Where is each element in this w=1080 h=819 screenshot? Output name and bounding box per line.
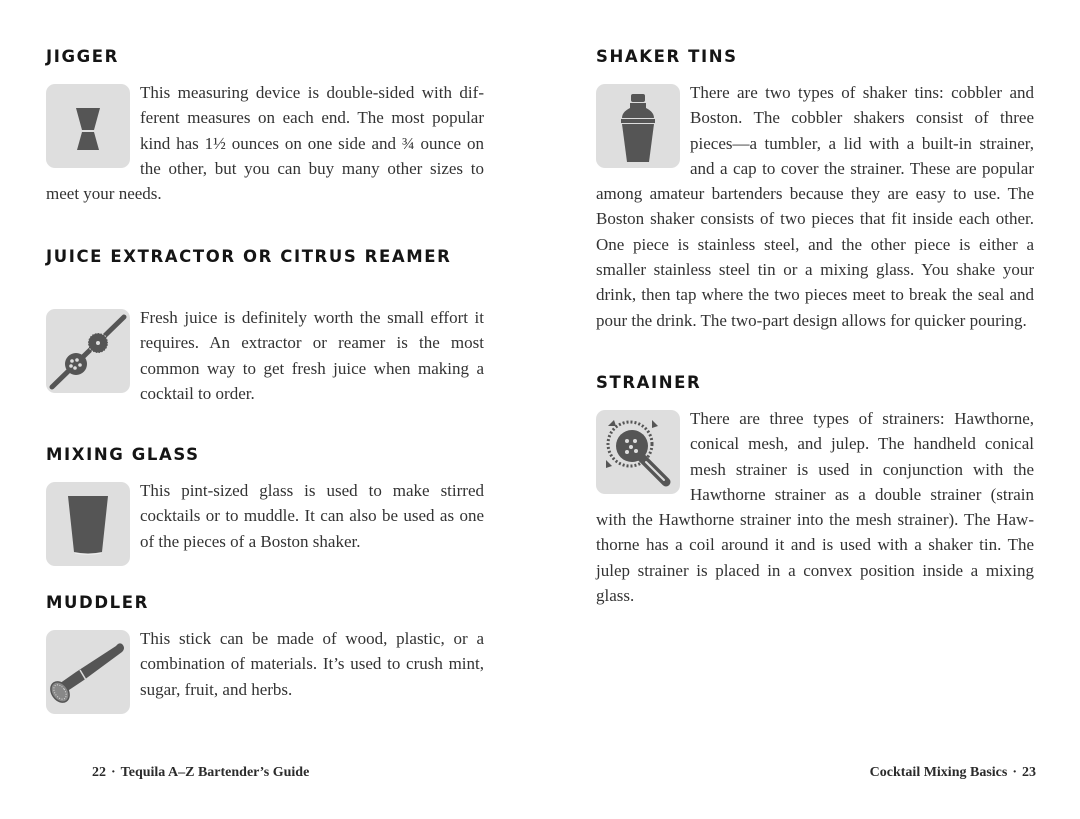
section-body-strainer: There are three types of strainers: Hawthorne, conical mesh, and julep. The handheld conical mesh strainer is used in conjunction with the Hawthorne strainer as a double strainer (strain with the Hawthorne strainer into the mesh strainer). The Hawthorne has a coil around it and is used with a shaker tin. The julep strainer is placed in a convex position inside a mixing glass. [596,409,1034,606]
section-mixing-glass [46,478,484,570]
section-body-shaker-tins: There are two types of shaker tins: cobbler and Boston. The cobbler shakers consist of three pieces—a tumbler, a lid with a built-in strainer, and a cap to cover the strainer. These are popular among amateur bartenders because they are easy to use. The Boston shaker consists of two pieces that fit inside each other. One piece is stainless steel, and the other piece is either a smaller stainless steel tin or a mixing glass. You shake your drink, then tap where the two pieces meet to break the seal and pour the drink. The two-part design allows for quicker pouring. [596,83,1034,330]
section-heading-shaker-tins: SHAKER TINS [596,47,738,66]
footer-separator: · [111,765,116,780]
section-body-jigger: This measuring device is double-sided with different measures on each end. The most popular kind has 1½ ounces on one side and ¾ ounce on the other, but you can buy many other sizes to meet your needs. [46,83,484,204]
jigger-icon [46,84,130,168]
running-title-left: Tequila A–Z Bartender’s Guide [120,765,310,780]
section-body-citrus-reamer: Fresh juice is definitely worth the small effort it requires. An extractor or reamer is the most common way to get fresh juice when making a cocktail to order. [140,308,484,403]
section-strainer [596,406,1034,608]
page-footer-left [92,765,309,781]
section-heading-jigger: JIGGER [46,47,119,66]
strainer-icon [596,410,680,494]
section-citrus-reamer [46,305,484,406]
section-jigger [46,80,484,206]
section-heading-citrus-reamer: JUICE EXTRACTOR OR CITRUS REAMER [46,247,452,266]
section-heading-muddler: MUDDLER [46,593,149,612]
shaker-icon [596,84,680,168]
page-footer-right [870,765,1036,781]
section-body-muddler: This stick can be made of wood, plastic, or a combination of materials. It’s used to crush mint, sugar, fruit, and herbs. [140,629,484,699]
section-muddler [46,626,484,718]
section-heading-strainer: STRAINER [596,373,702,392]
section-shaker-tins [596,80,1034,333]
section-heading-mixing-glass: MIXING GLASS [46,445,200,464]
page-number-left: 22 [92,765,106,780]
page-number-right: 23 [1022,765,1036,780]
footer-separator: · [1012,765,1017,780]
muddler-icon [46,630,130,714]
section-body-mixing-glass: This pint-sized glass is used to make stirred cocktails or to muddle. It can also be used as one of the pieces of a Boston shaker. [140,481,484,551]
citrus-reamer-icon [46,309,130,393]
mixing-glass-icon [46,482,130,566]
running-title-right: Cocktail Mixing Basics [869,765,1008,780]
